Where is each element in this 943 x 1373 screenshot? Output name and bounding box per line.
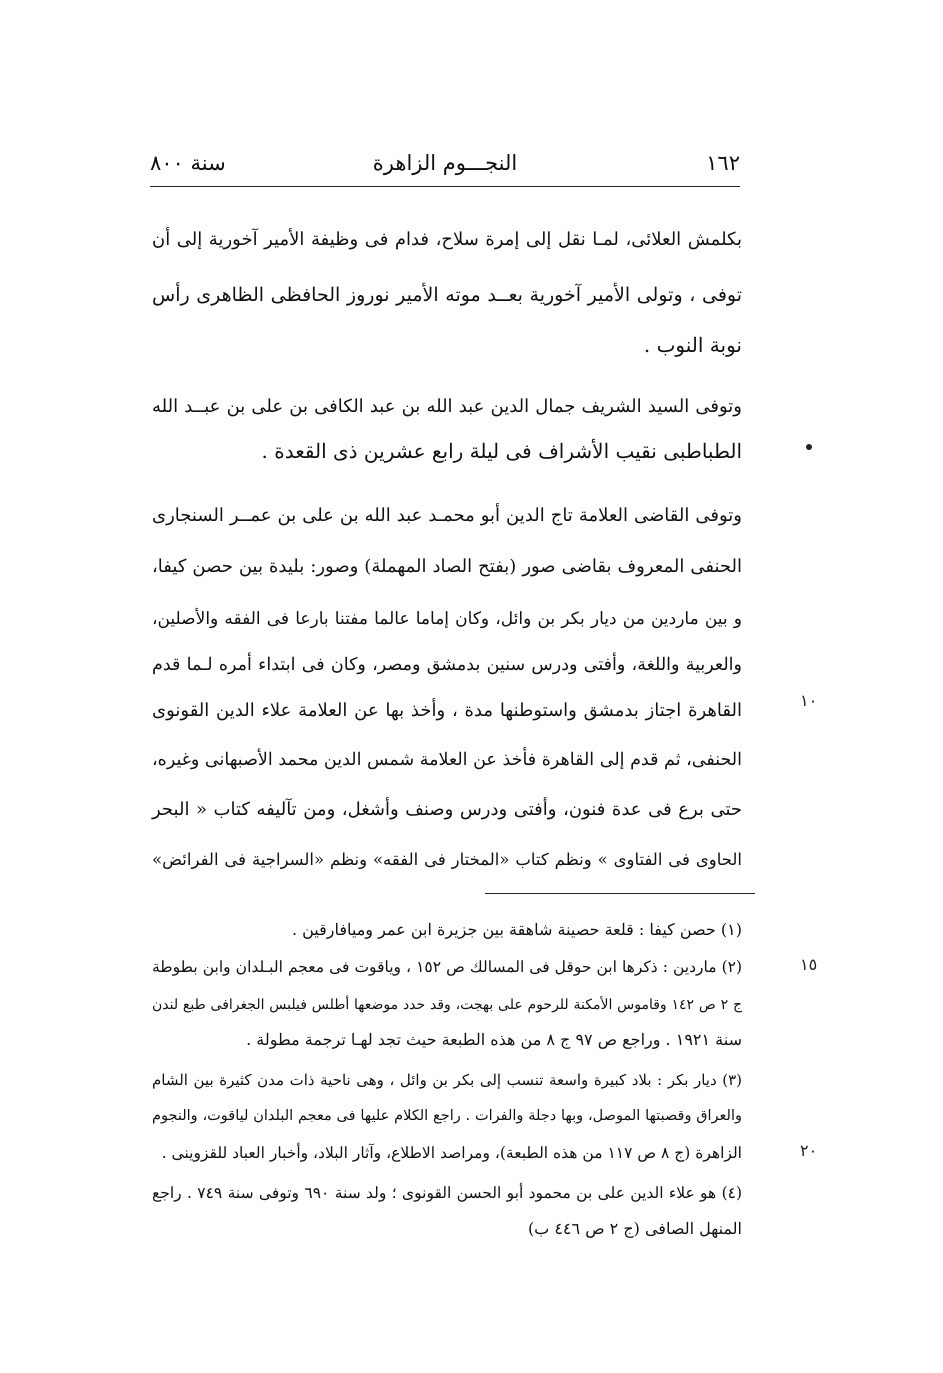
text-line: نوبة النوب . [643, 333, 742, 357]
text-line: الحنفى المعروف بقاضى صور (بفتح الصاد المهملة) وصور: بليدة بين حصن كيفا، [152, 556, 742, 577]
margin-line-number: ١٥ [800, 955, 818, 974]
text-line: و بين ماردين من ديار بكر بن وائل، وكان إماما عالما مفتنا بارعا فى الفقه والأصلين، [152, 609, 742, 629]
footnote-line: المنهل الصافى (ج ٢ ص ٤٤٦ ب) [527, 1219, 742, 1238]
margin-line-number: ٢٠ [800, 1141, 818, 1160]
footnote-line: والعراق وقصبتها الموصل، وبها دجلة والفرات . راجع الكلام عليها فى معجم البلدان لياقوت، والنجوم [152, 1108, 742, 1124]
page-number: ١٦٢ [706, 151, 740, 175]
running-title: النجـــوم الزاهرة [372, 151, 518, 175]
margin-bullet [806, 444, 812, 450]
running-header [150, 148, 740, 182]
footnote-line: سنة ١٩٢١ . وراجع ص ٩٧ ج ٨ من هذه الطبعة حيث تجد لهـا ترجمة مطولة . [246, 1030, 742, 1049]
text-line: الطباطبى نقيب الأشراف فى ليلة رابع عشرين ذى القعدة . [261, 439, 742, 463]
text-line: القاهرة اجتاز بدمشق واستوطنها مدة ، وأخذ بها عن العلامة علاء الدين القونوى [152, 700, 742, 721]
text-line: بكلمش العلائى، لمـا نقل إلى إمرة سلاح، فدام فى وظيفة الأمير آخورية إلى أن [152, 229, 742, 250]
footnote-line: (٣) ديار بكر : بلاد كبيرة واسعة تنسب إلى بكر بن وائل ، وهى ناحية ذات مدن كثيرة بين الشام [152, 1071, 742, 1089]
text-line: الحاوى فى الفتاوى » ونظم كتاب «المختار فى الفقه» ونظم «السراجية فى الفرائض» [152, 850, 742, 869]
text-line: وتوفى السيد الشريف جمال الدين عبد الله بن عبد الكافى بن على بن عبــد الله [152, 396, 742, 417]
text-line: وتوفى القاضى العلامة تاج الدين أبو محمـد عبد الله بن على بن عمــر السنجارى [152, 505, 742, 526]
footnote-line: (٤) هو علاء الدين على بن محمود أبو الحسن القونوى ؛ ولد سنة ٦٩٠ وتوفى سنة ٧٤٩ . راجع [152, 1184, 743, 1202]
footnote-line: الزاهرة (ج ٨ ص ١١٧ من هذه الطبعة)، ومراصد الاطلاع، وآثار البلاد، وأخبار العباد للقزوينى . [161, 1144, 742, 1162]
margin-line-number: ١٠ [800, 691, 818, 710]
text-line: والعربية واللغة، وأفتى ودرس سنين بدمشق ومصر، وكان فى ابتداء أمره لـما قدم [152, 655, 742, 675]
header-rule [150, 186, 740, 187]
footnote-rule [485, 893, 755, 894]
text-line: حتى برع فى عدة فنون، وأفتى ودرس وصنف وأشغل، ومن تآليفه كتاب « البحر [152, 799, 743, 820]
text-line: توفى ، وتولى الأمير آخورية بعــد موته الأمير نوروز الحافظى الظاهرى رأس [152, 284, 742, 306]
footnote-line: (١) حصن كيفا : قلعة حصينة شاهقة بين جزيرة ابن عمر وميافارقين . [291, 920, 742, 939]
text-line: الحنفى، ثم قدم إلى القاهرة فأخذ عن العلامة شمس الدين محمد الأصبهانى وغيره، [152, 750, 742, 770]
footnote-line: (٢) ماردين : ذكرها ابن حوقل فى المسالك ص ١٥٢ ، وياقوت فى معجم البـلدان وابن بطوطة [152, 958, 743, 976]
year-label: سنة ٨٠٠ [150, 151, 226, 175]
footnote-line: ج ٢ ص ١٤٢ وقاموس الأمكنة للرحوم على بهجت، وقد حدد موضعها أطلس فيلبس الجغرافى طبع لندن [152, 997, 742, 1013]
